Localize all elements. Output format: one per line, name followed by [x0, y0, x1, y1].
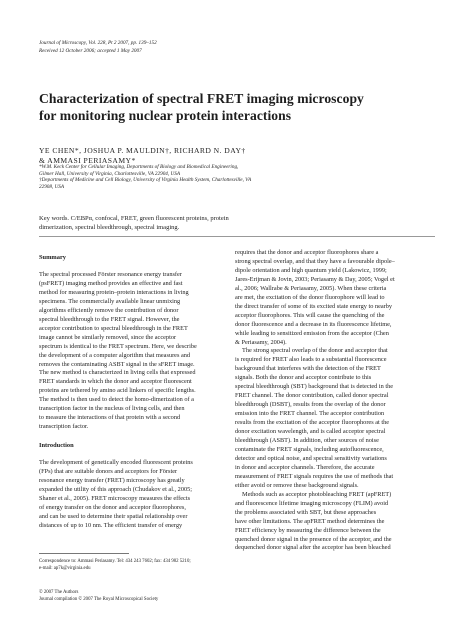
text-line: distances of up to 10 nm. The efficient transfer of energy [39, 521, 183, 529]
text-line: spectral bleedthrough (SBT) background that is detected in the [235, 383, 394, 391]
text-line: the direct transfer of some of its excited state energy to nearby [235, 302, 393, 310]
footnote-line: e-mail: ap7k@virginia.edu [39, 566, 91, 571]
author-list [39, 146, 246, 166]
introduction-text [39, 459, 237, 531]
text-line: acceptor fluorophores. This will cause the quenching of the [235, 311, 385, 319]
authors-line: & AMMASI PERIASAMY* [39, 156, 136, 165]
text-line: transcription factor. [39, 423, 89, 431]
text-line: dipole orientation and high quantum yield (Lakowicz, 1999; [235, 266, 387, 274]
text-line: The spectral processed Förster resonance energy transfer [39, 271, 182, 278]
text-line: The method is then used to detect the homo-dimerization of a [39, 396, 194, 404]
text-line: acceptor contribution to spectral bleedthrough in the FRET [39, 324, 188, 332]
keywords-line [39, 214, 434, 223]
text-line: and can be used to determine their spatial relationship over [39, 512, 188, 520]
title-line: Characterization of spectral FRET imaging microscopy [39, 91, 364, 106]
text-line: Shaner et al., 2005). FRET microscopy measures the effects [39, 494, 191, 502]
text-line: spectrum is identical to the FRET spectrum. Here, we describe [39, 342, 197, 350]
text-line: bleedthrough (DSBT), results from the overlap of the donor [235, 401, 386, 409]
text-line: transcription factor in the nucleus of living cells, and then [39, 405, 185, 413]
text-line: removes the contaminating ASBT signal in the sFRET image. [39, 360, 195, 368]
text-line: dequenched donor signal after the acceptor has been bleached [235, 544, 391, 552]
affiliation-line: Gilmer Hall, University of Virginia, Charlottesville, VA 22904, USA [39, 170, 181, 177]
text-line: algorithms efficiently remove the contribution of donor [39, 306, 179, 314]
summary-text [39, 271, 237, 432]
text-line: is required for FRET also leads to a substantial fluorescence [235, 356, 387, 364]
article-title [39, 90, 439, 124]
text-line: spectral bleedthrough to the FRET signal. However, the [39, 315, 180, 323]
text-line: donor excitation wavelength, and is called acceptor spectral [235, 428, 386, 436]
text-line: proteins are tethered by amino acid linkers of specific lengths. [39, 387, 196, 395]
keywords-line: dimerization, spectral bleedthrough, spectral imaging. [39, 224, 180, 231]
text-line: The development of genetically encoded fluorescent proteins [39, 459, 193, 467]
paragraph [235, 249, 433, 347]
text-line: the problems associated with SBT, but these approaches [235, 508, 377, 516]
text-line: The new method is characterized in living cells that expressed [39, 369, 196, 377]
text-line: & Periasamy, 2004). [235, 338, 287, 346]
text-line: expanded the utility of this approach (Chudakov et al., 2005; [39, 486, 193, 494]
title-line: for monitoring nuclear protein interactions [39, 108, 292, 123]
text-line: while leading to sensitized emission from the acceptor (Chen [235, 329, 389, 337]
summary-heading: Summary [39, 254, 66, 261]
text-line: (psFRET) imaging method provides an effective and fast [39, 279, 183, 287]
text-line: FRET efficiency by measuring the difference between the [235, 526, 381, 534]
keywords-block [39, 214, 434, 232]
text-line: have other limitations. The apFRET method determines the [235, 517, 385, 525]
copyright-notice [39, 590, 158, 604]
text-line: donor fluorescence and a decrease in its fluorescence lifetime, [235, 320, 392, 328]
text-line: detector and optical noise, and spectral sensitivity variations [235, 454, 387, 462]
section-divider [39, 236, 435, 237]
footnote-line: Correspondence to: Ammasi Periasamy. Tel: 434 243 7602; fax: 434 982 5210; [39, 559, 191, 564]
text-line: method for measuring protein–protein interactions in living [39, 288, 189, 296]
footnote-divider [39, 553, 129, 554]
received-dates: Received 12 October 2006; accepted 1 May 2007 [39, 48, 142, 54]
text-line: Jares-Erijman & Jovin, 2003; Periasamy & Day, 2005; Vogel et [235, 275, 395, 283]
text-line: requires that the donor and acceptor fluorophores share a [235, 249, 379, 256]
left-column [39, 253, 237, 531]
journal-citation: Journal of Microscopy, Vol. 228, Pt 2 2007, pp. 139–152 [39, 40, 157, 46]
text-line: specimens. The commercially available linear unmixing [39, 297, 181, 305]
text-line: image cannot be similarly removed, since the acceptor [39, 333, 177, 341]
affiliation-line: 22908, USA [39, 183, 65, 190]
correspondence-footnote [39, 558, 237, 572]
right-column [235, 249, 433, 553]
text-line: emission into the FRET channel. The acceptor contribution [235, 410, 385, 418]
text-line: of energy transfer on the donor and acceptor fluorophores, [39, 503, 186, 511]
introduction-heading: Introduction [39, 442, 74, 450]
text-line: and fluorescence lifetime imaging microscopy (FLIM) avoid [235, 499, 389, 507]
text-line: bleedthrough (ASBT). In addition, other sources of noise [235, 437, 379, 445]
text-line: measurement of FRET signals requires the use of methods that [235, 472, 394, 480]
keywords-label: Key words. [39, 215, 69, 222]
authors-line: YE CHEN*, JOSHUA P. MAULDIN†, RICHARD N. DAY† [39, 146, 246, 155]
text-line: either avoid or remove these background signals. [235, 481, 359, 489]
text-line: to measure the interactions of that protein with a second [39, 414, 181, 422]
text-line: signals. Both the donor and acceptor contribute to this [235, 374, 372, 382]
affiliation-line: †Departments of Medicine and Cell Biology, University of Virginia Health System, Charlottesville, VA [39, 177, 252, 184]
text-line: (FPs) that are suitable donors and acceptors for Förster [39, 468, 178, 476]
affiliations [39, 164, 439, 190]
text-line: the development of a computer algorithm that measures and [39, 351, 191, 359]
text-line: strong spectral overlap, and that they have a favourable dipole– [235, 257, 395, 265]
copyright-line: Journal compilation © 2007 The Royal Microscopical Society [39, 596, 159, 602]
text-line: FRET channel. The donor contribution, called donor spectral [235, 392, 389, 400]
text-line: results from the excitation of the acceptor fluorophores at the [235, 419, 390, 427]
paragraph [235, 491, 433, 554]
text-line: Methods such as acceptor photobleaching FRET (apFRET) [242, 490, 392, 498]
text-line: in donor and acceptor channels. Therefore, the accurate [235, 463, 375, 471]
text-line: FRET standards in which the donor and acceptor fluorescent [39, 378, 192, 386]
text-line: background that interferes with the detection of the FRET [235, 365, 381, 373]
text-line: resonance energy transfer (FRET) microscopy has greatly [39, 477, 185, 485]
text-line: are met, the excitation of the donor fluorophore will lead to [235, 293, 385, 301]
text-line: al., 2006; Wallrabe & Periasamy, 2005). When these criteria [235, 284, 387, 292]
paragraph [235, 347, 433, 490]
text-line: The strong spectral overlap of the donor and acceptor that [242, 347, 388, 355]
text-line: quenched donor signal in the presence of the acceptor, and the [235, 535, 392, 543]
affiliation-line: *W.M. Keck Center for Cellular Imaging, Departments of Biology and Biomedical Engineering, [39, 164, 239, 170]
keywords-text: C/EBPα, confocal, FRET, green fluorescent proteins, protein [70, 215, 229, 222]
text-line: contaminate the FRET signals, including autofluorescence, [235, 445, 384, 453]
copyright-line: © 2007 The Authors [39, 590, 79, 595]
